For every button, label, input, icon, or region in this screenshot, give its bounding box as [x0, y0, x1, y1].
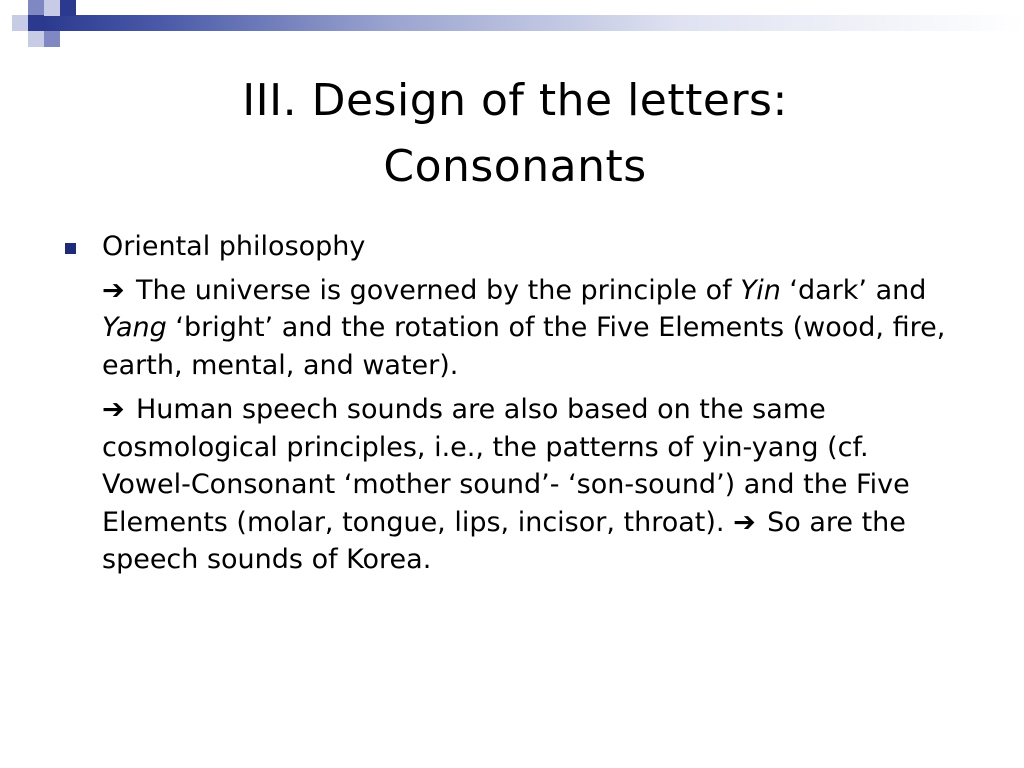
header-square-decoration	[60, 0, 76, 16]
slide-body	[62, 228, 962, 579]
arrow-right-icon: ➔	[102, 274, 125, 306]
header-square-decoration	[12, 15, 28, 31]
header-gradient-bar	[44, 15, 1024, 31]
para2-text-1: Human speech sounds are also based on the same cosmological principles, i.e., the patterns of yin-yang (cf. Vowel-Consonant ‘mother sound’- ‘son-sound’) and the Five Elements (molar, tongue, lips, incisor, throat).	[102, 394, 910, 538]
bullet-item	[62, 228, 962, 266]
para1-text-1: The universe is governed by the principle of	[136, 274, 741, 306]
header-square-decoration	[28, 0, 44, 16]
square-bullet-icon	[65, 243, 76, 254]
para1-text-3: ‘bright’ and the rotation of the Five Elements (wood, fire, earth, mental, and water).	[102, 312, 946, 381]
para1-yang: Yang	[102, 312, 167, 343]
para1-text-2: ‘dark’ and	[780, 274, 927, 306]
bullet-text: Oriental philosophy	[102, 231, 366, 262]
header-square-decoration	[28, 15, 44, 31]
paragraph-speech-sounds	[102, 391, 962, 579]
paragraph-universe	[102, 272, 962, 385]
para2-text-2: So are the speech sounds of Korea.	[102, 506, 906, 575]
arrow-right-icon: ➔	[733, 506, 756, 538]
slide-title	[100, 68, 930, 200]
header-square-decoration	[28, 31, 44, 47]
header-square-decoration	[44, 31, 60, 47]
arrow-right-icon: ➔	[102, 394, 125, 425]
para1-yin: Yin	[740, 274, 781, 306]
title-line-2: Consonants	[383, 141, 647, 192]
title-line-1: III. Design of the letters:	[242, 75, 788, 126]
header-square-decoration	[44, 0, 60, 16]
